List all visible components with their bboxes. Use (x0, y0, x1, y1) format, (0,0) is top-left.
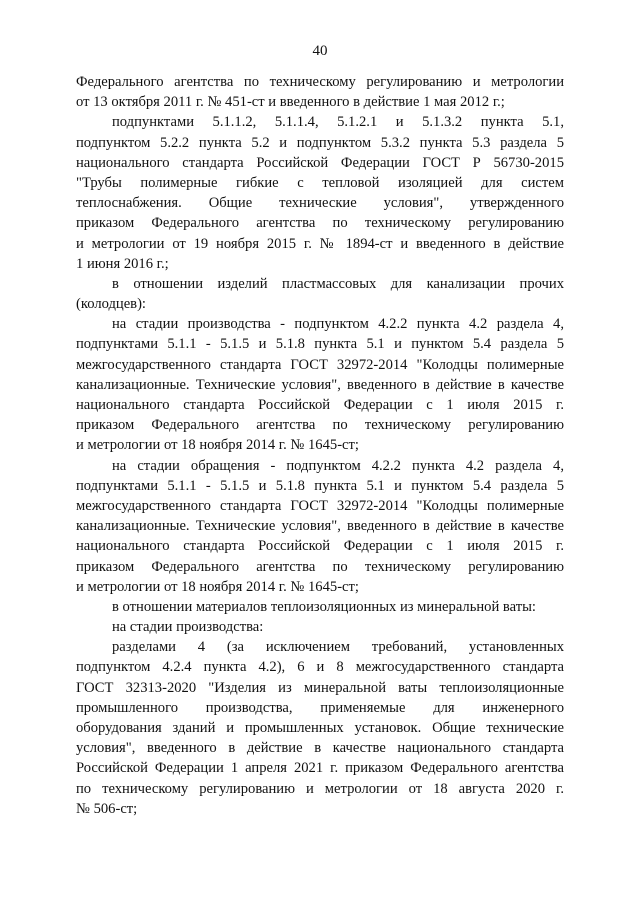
text-line: подпунктом 4.2.4 пункта 4.2), 6 и 8 межгосударственного стандарта (76, 659, 564, 676)
text-line: в отношении материалов теплоизоляционных из минеральной ваты: (112, 598, 536, 615)
text-line: разделами 4 (за исключением требований, установленных (112, 639, 564, 656)
text-line: и метрологии от 18 ноября 2014 г. № 1645-ст; (76, 437, 359, 454)
text-line: подпунктами 5.1.1.2, 5.1.1.4, 5.1.2.1 и 5.1.3.2 пункта 5.1, (112, 114, 564, 131)
text-line: на стадии производства - подпунктом 4.2.2 пункта 4.2 раздела 4, (112, 316, 564, 333)
text-line: Российской Федерации 1 апреля 2021 г. приказом Федерального агентства (76, 760, 564, 777)
text-line: ГОСТ 32313-2020 "Изделия из минеральной ваты теплоизоляционные (76, 679, 564, 696)
page-number: 40 (312, 43, 328, 59)
text-line: условия", введенного в действие в качестве национального стандарта (76, 740, 564, 757)
text-line: национального стандарта Российской Федерации с 1 июля 2015 г. (76, 538, 564, 555)
text-line: национального стандарта Российской Федерации ГОСТ Р 56730-2015 (76, 154, 564, 171)
text-line: "Трубы полимерные гибкие с тепловой изоляцией для систем (76, 174, 564, 191)
text-line: канализационные. Технические условия", введенного в действие в качестве (76, 518, 564, 535)
text-line: подпунктами 5.1.1 - 5.1.5 и 5.1.8 пункта 5.1 и пунктом 5.4 раздела 5 (76, 477, 564, 494)
text-line: в отношении изделий пластмассовых для канализации прочих (112, 275, 564, 292)
text-line: национального стандарта Российской Федерации с 1 июля 2015 г. (76, 397, 564, 413)
text-line: подпунктами 5.1.1 - 5.1.5 и 5.1.8 пункта 5.1 и пунктом 5.4 раздела 5 (76, 336, 564, 353)
text-line: 1 июня 2016 г.; (76, 255, 169, 272)
text-line: приказом Федерального агентства по техническому регулированию (76, 215, 564, 232)
text-line: (колодцев): (76, 296, 146, 313)
text-line: межгосударственного стандарта ГОСТ 32972-2014 "Колодцы полимерные (76, 497, 564, 514)
document-body (76, 72, 564, 819)
text-line: № 506-ст; (76, 800, 138, 817)
text-line: приказом Федерального агентства по техническому регулированию (76, 417, 564, 434)
text-line: и метрологии от 19 ноября 2015 г. № 1894-ст и введенного в действие (76, 235, 564, 252)
text-line: оборудования зданий и промышленных установок. Общие технические (76, 720, 564, 736)
text-line: теплоснабжения. Общие технические условия", утвержденного (76, 195, 564, 212)
text-line: по техническому регулированию и метрологии от 18 августа 2020 г. (76, 780, 564, 797)
text-line: приказом Федерального агентства по техническому регулированию (76, 558, 564, 575)
text-line: и метрологии от 18 ноября 2014 г. № 1645-ст; (76, 578, 359, 595)
text-line: промышленного производства, применяемые для инженерного (76, 699, 564, 716)
text-line: межгосударственного стандарта ГОСТ 32972-2014 "Колодцы полимерные (76, 356, 564, 373)
text-line: на стадии производства: (112, 619, 264, 636)
text-line: от 13 октября 2011 г. № 451-ст и введенного в действие 1 мая 2012 г.; (76, 94, 505, 111)
text-line: на стадии обращения - подпунктом 4.2.2 пункта 4.2 раздела 4, (112, 457, 564, 474)
text-line: Федерального агентства по техническому регулированию и метрологии (76, 74, 564, 90)
text-line: подпунктом 5.2.2 пункта 5.2 и подпунктом 5.3.2 пункта 5.3 раздела 5 (76, 134, 564, 151)
text-line: канализационные. Технические условия", введенного в действие в качестве (76, 376, 564, 393)
